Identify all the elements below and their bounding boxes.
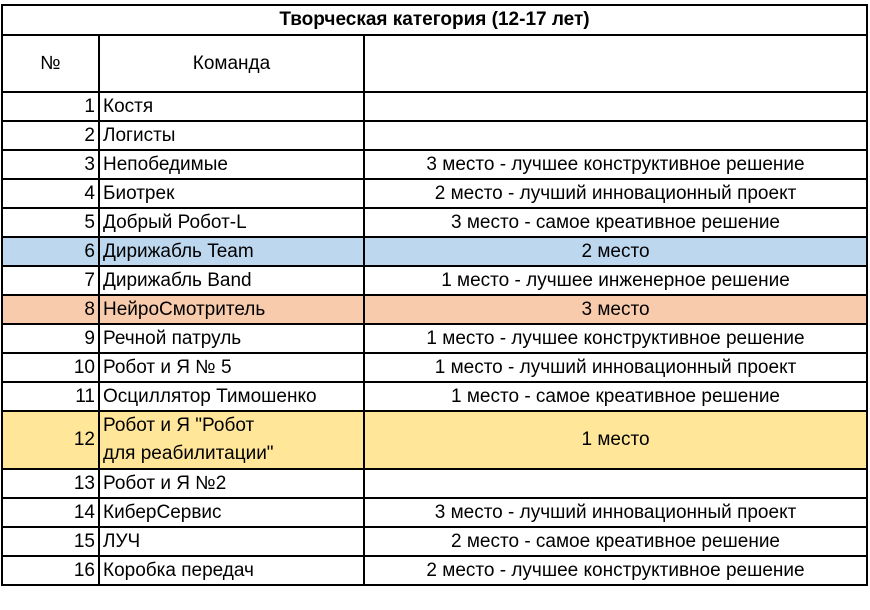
award-cell: 3 место xyxy=(364,295,867,324)
table-row xyxy=(2,324,867,353)
row-number: 5 xyxy=(2,208,99,237)
team-name: Робот и Я № 5 xyxy=(99,353,364,382)
team-name: Робот и Я №2 xyxy=(99,469,364,498)
row-number: 16 xyxy=(2,556,99,585)
table-row xyxy=(2,121,867,150)
award-cell: 3 место - самое креативное решение xyxy=(364,208,867,237)
award-cell: 3 место - лучший инновационный проект xyxy=(364,498,867,527)
table-title-row xyxy=(2,5,867,35)
table-row xyxy=(2,353,867,382)
team-name: Коробка передач xyxy=(99,556,364,585)
team-name: Биотрек xyxy=(99,179,364,208)
award-cell xyxy=(364,121,867,150)
row-number: 1 xyxy=(2,92,99,121)
table-row xyxy=(2,469,867,498)
award-cell: 1 место - лучший инновационный проект xyxy=(364,353,867,382)
table-row xyxy=(2,527,867,556)
header-number: № xyxy=(2,35,99,92)
team-name xyxy=(99,411,364,469)
team-name: ЛУЧ xyxy=(99,527,364,556)
award-cell: 1 место - лучшее конструктивное решение xyxy=(364,324,867,353)
team-name-line: Робот и Я "Робот xyxy=(103,415,255,436)
table-row xyxy=(2,411,867,469)
team-name-line: для реабилитации" xyxy=(103,443,274,464)
table-row xyxy=(2,92,867,121)
table-row xyxy=(2,179,867,208)
table-row xyxy=(2,556,867,585)
team-name: Дирижабль Band xyxy=(99,266,364,295)
header-row xyxy=(2,35,867,92)
row-number: 13 xyxy=(2,469,99,498)
row-number: 14 xyxy=(2,498,99,527)
award-cell xyxy=(364,469,867,498)
results-table xyxy=(1,4,868,586)
team-name: Дирижабль Team xyxy=(99,237,364,266)
row-number: 7 xyxy=(2,266,99,295)
team-name: Непобедимые xyxy=(99,150,364,179)
row-number: 15 xyxy=(2,527,99,556)
row-number: 3 xyxy=(2,150,99,179)
header-award xyxy=(364,35,867,92)
award-cell: 1 место - лучшее инженерное решение xyxy=(364,266,867,295)
row-number: 8 xyxy=(2,295,99,324)
table-row xyxy=(2,295,867,324)
award-cell: 2 место xyxy=(364,237,867,266)
team-name: КиберСервис xyxy=(99,498,364,527)
award-cell: 2 место - самое креативное решение xyxy=(364,527,867,556)
team-name: Добрый Робот-L xyxy=(99,208,364,237)
team-name: НейроСмотритель xyxy=(99,295,364,324)
award-cell: 3 место - лучшее конструктивное решение xyxy=(364,150,867,179)
row-number: 2 xyxy=(2,121,99,150)
table-row xyxy=(2,498,867,527)
row-number: 12 xyxy=(2,411,99,469)
award-cell: 1 место xyxy=(364,411,867,469)
row-number: 11 xyxy=(2,382,99,411)
table-row xyxy=(2,266,867,295)
team-name: Костя xyxy=(99,92,364,121)
row-number: 9 xyxy=(2,324,99,353)
team-name: Логисты xyxy=(99,121,364,150)
table-row xyxy=(2,237,867,266)
team-name: Речной патруль xyxy=(99,324,364,353)
team-name: Осциллятор Тимошенко xyxy=(99,382,364,411)
award-cell: 1 место - самое креативное решение xyxy=(364,382,867,411)
table-row xyxy=(2,208,867,237)
award-cell: 2 место - лучший инновационный проект xyxy=(364,179,867,208)
header-team: Команда xyxy=(99,35,364,92)
row-number: 10 xyxy=(2,353,99,382)
table-title: Творческая категория (12-17 лет) xyxy=(2,5,867,35)
row-number: 4 xyxy=(2,179,99,208)
table-row xyxy=(2,382,867,411)
award-cell: 2 место - лучшее конструктивное решение xyxy=(364,556,867,585)
award-cell xyxy=(364,92,867,121)
row-number: 6 xyxy=(2,237,99,266)
table-row xyxy=(2,150,867,179)
